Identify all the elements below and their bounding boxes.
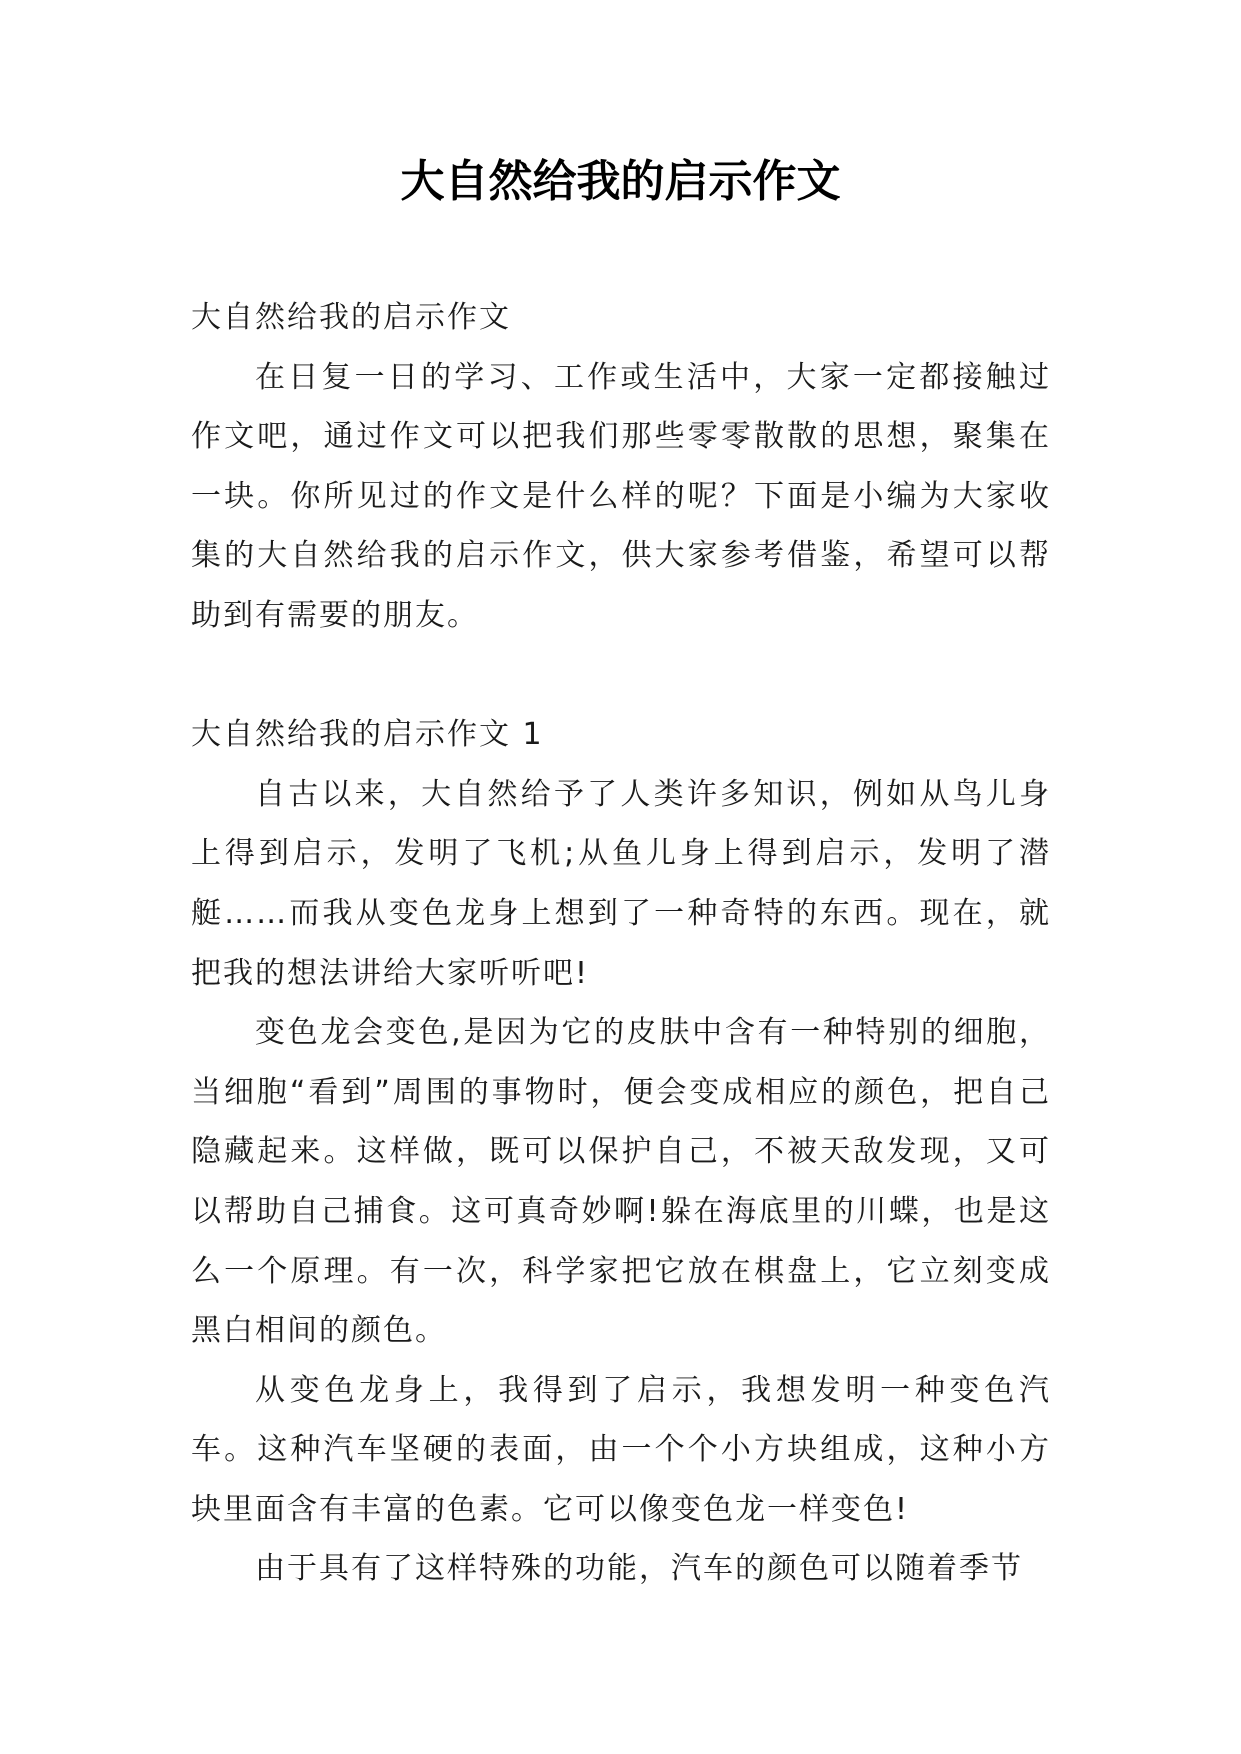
body-paragraph: 从变色龙身上，我得到了启示，我想发明一种变色汽车。这种汽车坚硬的表面，由一个个小方块组成，这种小方块里面含有丰富的色素。它可以像变色龙一样变色!: [191, 1372, 1051, 1527]
body-paragraph: 由于具有了这样特殊的功能，汽车的颜色可以随着季节: [255, 1551, 1023, 1587]
intro-paragraph: 在日复一日的学习、工作或生活中，大家一定都接触过作文吧，通过作文可以把我们那些零零散散的思想，聚集在一块。你所见过的作文是什么样的呢？下面是小编为大家收集的大自然给我的启示作文，供大家参考借鉴，希望可以帮助到有需要的朋友。: [191, 359, 1051, 633]
document-title: 大自然给我的启示作文: [400, 156, 841, 207]
body-paragraph: 自古以来，大自然给予了人类许多知识，例如从鸟儿身上得到启示，发明了飞机;从鱼儿身上得到启示，发明了潜艇……而我从变色龙身上想到了一种奇特的东西。现在，就把我的想法讲给大家听听吧!: [191, 776, 1051, 991]
intro-heading: 大自然给我的启示作文: [191, 300, 511, 335]
body-paragraph: 变色龙会变色,是因为它的皮肤中含有一种特别的细胞，当细胞“看到”周围的事物时，便会变成相应的颜色，把自己隐藏起来。这样做，既可以保护自己，不被天敌发现，又可以帮助自己捕食。这可真奇妙啊!躲在海底里的川蝶，也是这么一个原理。有一次，科学家把它放在棋盘上，它立刻变成黑白相间的颜色。: [191, 1015, 1051, 1349]
section-spacer: [191, 646, 1051, 706]
section-heading: 大自然给我的启示作文 1: [191, 717, 544, 753]
document-body: [191, 288, 1051, 1599]
